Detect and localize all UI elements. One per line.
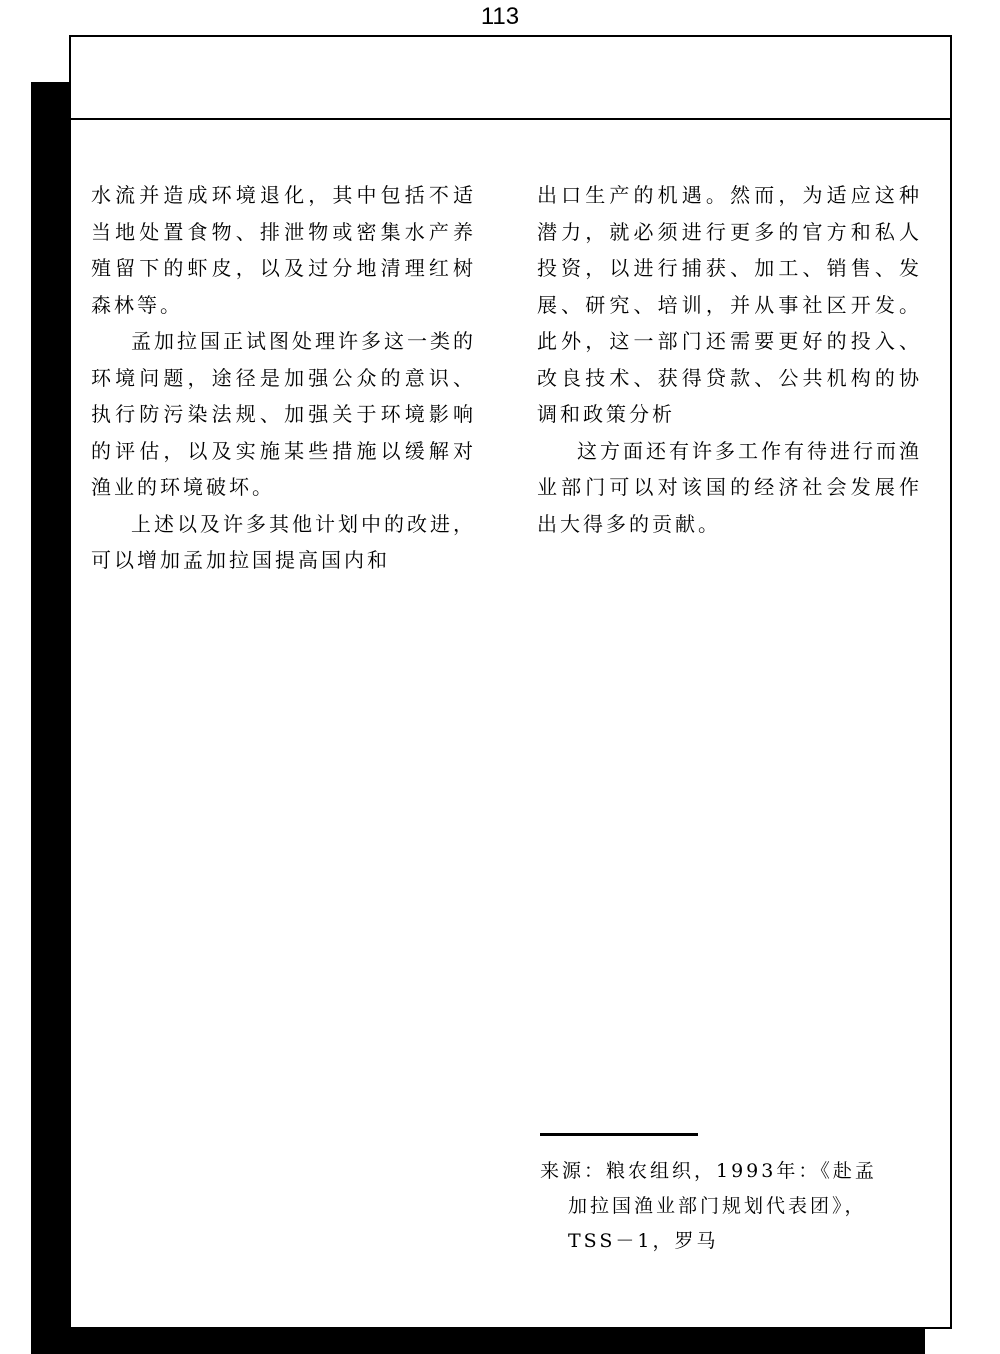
left-paragraph-3: 上述以及许多其他计划中的改进，可以增加孟加拉国提高国内和 bbox=[91, 511, 476, 572]
page-shadow-left bbox=[31, 82, 71, 1354]
left-paragraph-2: 孟加拉国正试图处理许多这一类的环境问题，途径是加强公众的意识、执行防污染法规、加强关于环境影响的评估，以及实施某些措施以缓解对渔业的环境破坏。 bbox=[91, 329, 476, 499]
header-divider bbox=[71, 118, 950, 120]
footnote-rule bbox=[540, 1133, 698, 1136]
footnote-line-2: 加拉国渔业部门规划代表团》， bbox=[568, 1195, 867, 1217]
footnote-line-1: 来源：粮农组织，1993年：《赴孟 bbox=[540, 1160, 877, 1182]
left-column bbox=[91, 177, 476, 579]
page-frame bbox=[69, 35, 952, 1329]
right-paragraph-1: 出口生产的机遇。然而，为适应这种潜力，就必须进行更多的官方和私人投资，以进行捕获、加工、销售、发展、研究、培训，并从事社区开发。此外，这一部门还需要更好的投入、改良技术、获得贷款、公共机构的协调和政策分析 bbox=[537, 183, 922, 426]
right-paragraph-2: 这方面还有许多工作有待进行而渔业部门可以对该国的经济社会发展作出大得多的贡献。 bbox=[537, 438, 922, 536]
left-paragraph-1: 水流并造成环境退化，其中包括不适当地处置食物、排泄物或密集水产养殖留下的虾皮，以及过分地清理红树森林等。 bbox=[91, 183, 476, 317]
footnote bbox=[540, 1154, 930, 1259]
right-column bbox=[537, 177, 922, 542]
footnote-line-3: TSS－1，罗马 bbox=[568, 1230, 719, 1252]
page-shadow-bottom bbox=[31, 1327, 925, 1354]
page-number: 113 bbox=[480, 3, 520, 30]
